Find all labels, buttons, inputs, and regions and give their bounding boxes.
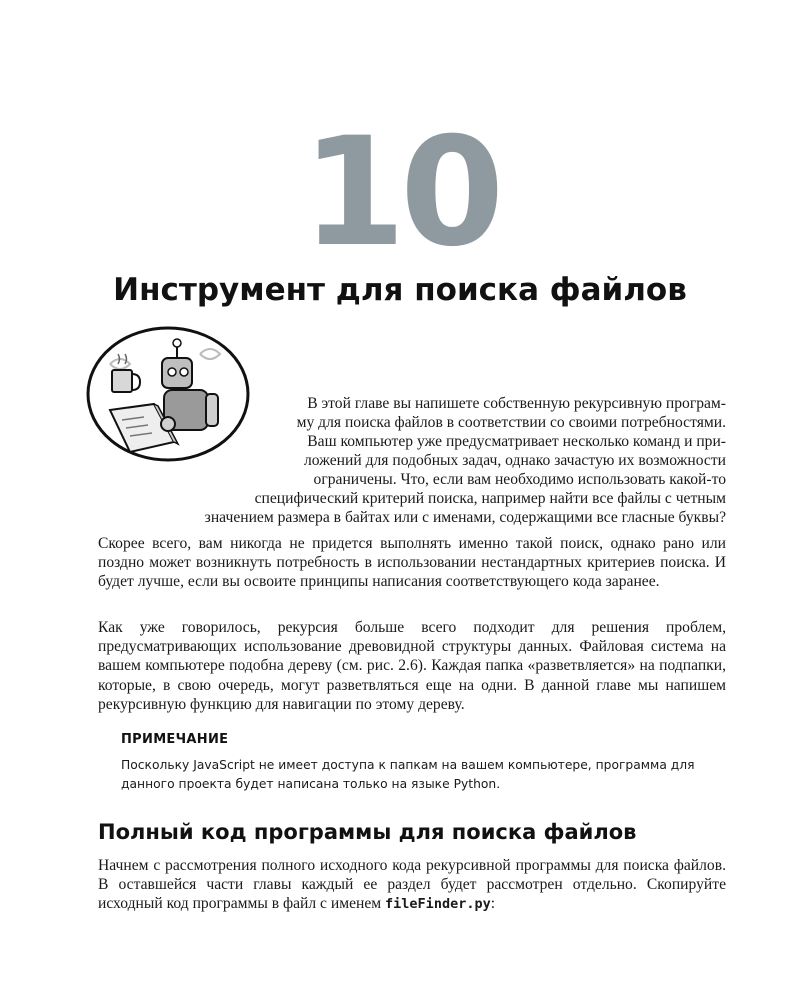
note-text: Поскольку JavaScript не имеет доступа к папкам на вашем компьютере, программа для данного проекта будет написана только на языке Python. bbox=[121, 758, 695, 791]
intro-line: значением размера в байтах или с именами, содержащими все гласные буквы? bbox=[204, 509, 726, 526]
paragraph-2: Как уже говорилось, рекурсия больше всего подходит для решения проблем, предусматривающих использование древовидной структуры данных. Файловая система на вашем компьютере подобна дереву (см. рис. 2.6). Каждая папка «разветвляется» на подпапки, которые, в свою очередь, могут разветвляться еще на одни. В данной главе мы напишем рекурсивную функцию для навигации по этому дереву. bbox=[98, 619, 726, 713]
chapter-title: Инструмент для поиска файлов bbox=[113, 272, 687, 308]
note-label: ПРИМЕЧАНИЕ bbox=[121, 732, 229, 747]
intro-line: специфический критерий поиска, например найти все файлы с четным bbox=[254, 490, 726, 507]
section-paragraph bbox=[98, 856, 726, 915]
intro-line: Ваш компьютер уже предусматривает несколько команд и при- bbox=[307, 433, 726, 450]
intro-line: му для поиска файлов в соответствии со своими потребностями. bbox=[296, 414, 726, 431]
intro-line: В этой главе вы напишете собственную рекурсивную програм- bbox=[307, 395, 726, 412]
paragraph-1: Скорее всего, вам никогда не придется выполнять именно такой поиск, однако рано или поздно может возникнуть потребность в использовании нестандартных критериев поиска. И будет лучше, если вы освоите принципы написания соответствующего кода заранее. bbox=[98, 535, 726, 591]
chapter-number: 10 bbox=[301, 106, 499, 280]
section-text-end: : bbox=[490, 895, 496, 913]
section-text: Начнем с рассмотрения полного исходного кода рекурсивной программы для поиска файлов. В оставшейся части главы каждый ее раздел будет рассмотрен отдельно. Скопируйте исходный код программы в файл с именем bbox=[98, 857, 726, 913]
section-heading: Полный код программы для поиска файлов bbox=[98, 820, 637, 844]
intro-line: ложений для подобных задач, однако зачастую их возможности bbox=[303, 452, 726, 469]
intro-line: ограничены. Что, если вам необходимо использовать какой-то bbox=[313, 471, 726, 488]
filename-code: fileFinder.py bbox=[385, 896, 491, 913]
